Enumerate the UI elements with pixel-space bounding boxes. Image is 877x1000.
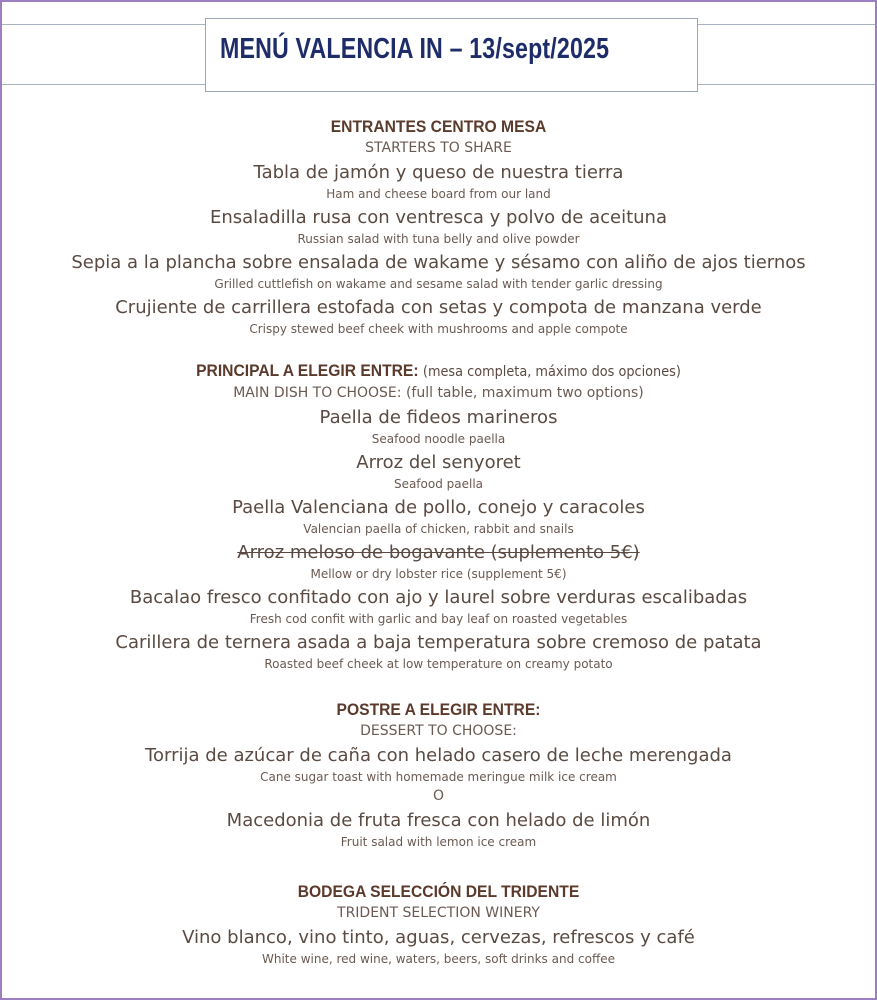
dish-translation: Fruit salad with lemon ice cream: [340, 835, 537, 849]
dish-translation: Grilled cuttlefish on wakame and sesame salad with tender garlic dressing: [214, 277, 663, 291]
dish-translation: Crispy stewed beef cheek with mushrooms and apple compote: [249, 322, 628, 336]
or-separator: O: [432, 788, 445, 804]
dish-translation: Seafood noodle paella: [371, 432, 506, 446]
page-title: MENÚ VALENCIA IN – 13/sept/2025: [220, 33, 610, 65]
section-subheading: DESSERT TO CHOOSE:: [360, 723, 517, 739]
section-heading: BODEGA SELECCIÓN DEL TRIDENTE: [297, 882, 580, 901]
section-heading: ENTRANTES CENTRO MESA: [330, 117, 547, 136]
section-drinks: [2, 881, 875, 968]
title-box: [205, 18, 698, 92]
dish-translation: Fresh cod confit with garlic and bay leaf on roasted vegetables: [249, 612, 628, 626]
dish-translation: White wine, red wine, waters, beers, soft drinks and coffee: [262, 952, 615, 966]
menu-content: [2, 116, 875, 968]
dish-name: Ensaladilla rusa con ventresca y polvo de aceituna: [209, 207, 667, 228]
section-heading: POSTRE A ELEGIR ENTRE:: [336, 700, 541, 719]
section-subheading: STARTERS TO SHARE: [365, 140, 512, 156]
dish-name: Crujiente de carrillera estofada con setas y compota de manzana verde: [115, 297, 762, 318]
dish-name: Vino blanco, vino tinto, aguas, cervezas, refrescos y café: [182, 927, 695, 948]
section-heading: [37, 360, 840, 383]
dish-name: Carillera de ternera asada a baja temperatura sobre cremoso de patata: [115, 632, 762, 653]
section-subheading: MAIN DISH TO CHOOSE: (full table, maximum two options): [233, 385, 644, 401]
dish-name-struck: Arroz meloso de bogavante (suplemento 5€): [237, 542, 640, 563]
dish-name: Torrija de azúcar de caña con helado casero de leche merengada: [145, 745, 732, 766]
dish-translation: Ham and cheese board from our land: [326, 187, 551, 201]
section-heading-text: PRINCIPAL A ELEGIR ENTRE:: [196, 361, 419, 380]
dish-name: Tabla de jamón y queso de nuestra tierra: [253, 162, 624, 183]
dish-name: Sepia a la plancha sobre ensalada de wakame y sésamo con aliño de ajos tiernos: [71, 252, 806, 273]
dish-translation: Seafood paella: [393, 477, 484, 491]
dish-translation: Cane sugar toast with homemade meringue milk ice cream: [260, 770, 617, 784]
section-main-dishes: [2, 360, 875, 673]
dish-translation: Valencian paella of chicken, rabbit and snails: [303, 522, 574, 536]
dish-name: Bacalao fresco confitado con ajo y laurel sobre verduras escalibadas: [129, 587, 748, 608]
dish-name: Macedonia de fruta fresca con helado de limón: [226, 810, 651, 831]
section-subheading: TRIDENT SELECTION WINERY: [337, 905, 540, 921]
dish-name: Paella de fideos marineros: [319, 407, 558, 428]
dish-name: Arroz del senyoret: [356, 452, 521, 473]
section-heading-note: (mesa completa, máximo dos opciones): [422, 364, 681, 380]
dish-translation: Roasted beef cheek at low temperature on creamy potato: [264, 657, 613, 671]
dish-translation: Russian salad with tuna belly and olive powder: [297, 232, 580, 246]
dish-translation: Mellow or dry lobster rice (supplement 5€): [310, 567, 567, 581]
section-starters: [2, 116, 875, 338]
dish-name: Paella Valenciana de pollo, conejo y caracoles: [232, 497, 645, 518]
section-desserts: [2, 699, 875, 851]
